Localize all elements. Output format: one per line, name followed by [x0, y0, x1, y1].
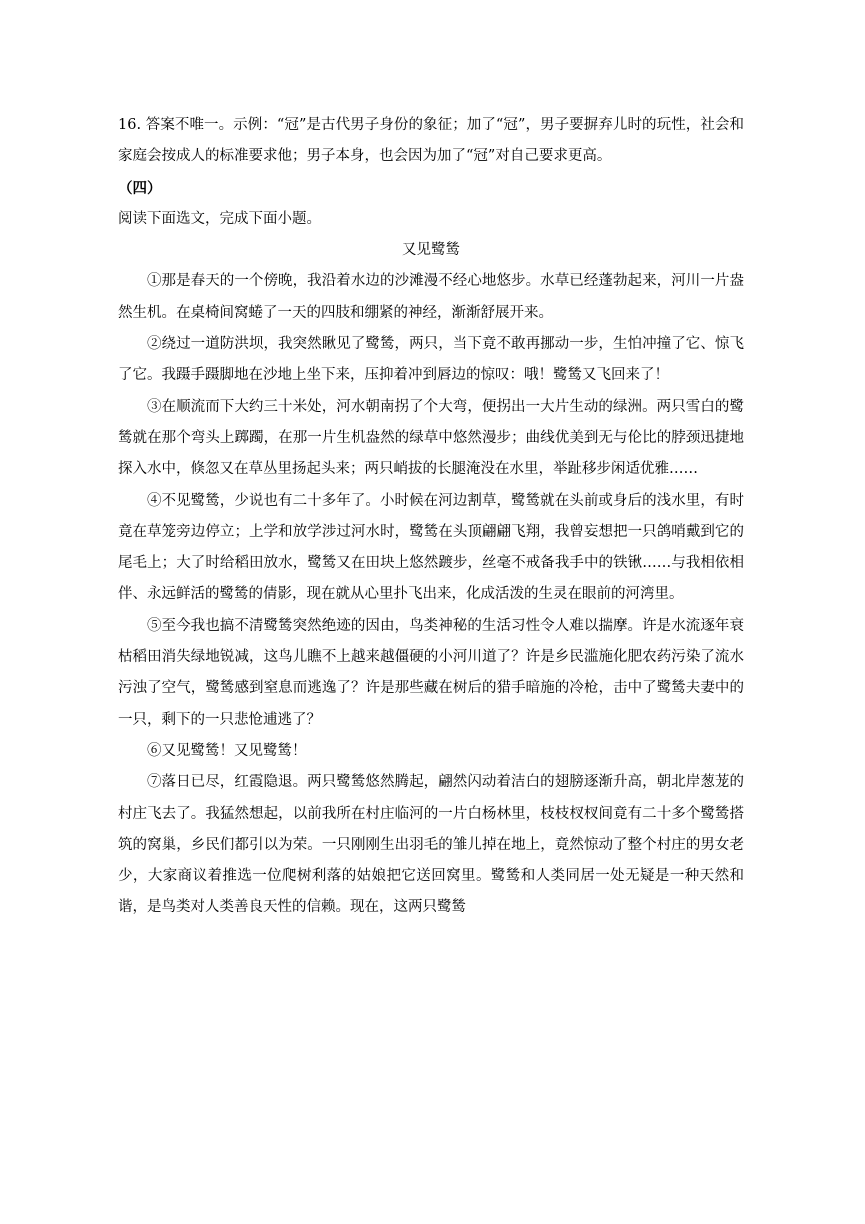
essay-paragraph-1: ①那是春天的一个傍晚，我沿着水边的沙滩漫不经心地悠步。水草已经蓬勃起来，河川一片盎然生机。在桌椅间窝蜷了一天的四肢和绷紧的神经，渐渐舒展开来。: [118, 273, 744, 321]
section-heading: （四）: [118, 179, 162, 197]
document-content: [118, 110, 744, 924]
essay-paragraph-6: ⑥又见鹭鸶！又见鹭鸶！: [147, 742, 307, 759]
essay-paragraph-3: ③在顺流而下大约三十米处，河水朝南拐了个大弯，便拐出一大片生动的绿洲。两只雪白的鹭鸶就在那个弯头上踯躅，在那一片生机盎然的绿草中悠然漫步；曲线优美到无与伦比的脖颈迅捷地探入水中，倏忽又在草丛里扬起头来；两只峭拔的长腿淹没在水里，举趾移步闲适优雅……: [118, 398, 744, 478]
essay-paragraph-7: ⑦落日已尽，红霞隐退。两只鹭鸶悠然腾起，翩然闪动着洁白的翅膀逐渐升高，朝北岸葱茏的村庄飞去了。我猛然想起，以前我所在村庄临河的一片白杨林里，枝枝杈杈间竟有二十多个鹭鸶搭筑的窝巢，乡民们都引以为荣。一只刚刚生出羽毛的雏儿掉在地上，竟然惊动了整个村庄的男女老少，大家商议着推选一位爬树利落的姑娘把它送回窝里。鹭鸶和人类同居一处无疑是一种天然和谐，是鸟类对人类善良天性的信赖。现在，这两只鹭鸶: [118, 774, 744, 916]
essay-paragraph-4: ④不见鹭鸶，少说也有二十多年了。小时候在河边割草，鹭鸶就在头前或身后的浅水里，有时竟在草笼旁边停立；上学和放学涉过河水时，鹭鸶在头顶翩翩飞翔，我曾妄想把一只鸽哨戴到它的尾毛上；大了时给稻田放水，鹭鸶又在田块上悠然踱步，丝毫不戒备我手中的铁锹……与我相依相伴、永远鲜活的鹭鸶的倩影，现在就从心里扑飞出来，化成活泼的生灵在眼前的河湾里。: [118, 492, 744, 603]
answer-16: 16. 答案不唯一。示例：“冠”是古代男子身份的象征；加了“冠”，男子要摒弃儿时的玩性，社会和家庭会按成人的标准要求他；男子本身，也会因为加了“冠”对自己要求更高。: [118, 117, 744, 165]
essay-paragraph-5: ⑤至今我也搞不清鹭鸶突然绝迹的因由，鸟类神秘的生活习性令人难以揣摩。许是水流逐年衰枯稻田消失绿地锐减，这鸟儿瞧不上越来越僵硬的小河川道了？许是乡民滥施化肥农药污染了流水污浊了空气，鹭鸶感到窒息而逃逸了？许是那些藏在树后的猎手暗施的冷枪，击中了鹭鸶夫妻中的一只，剩下的一只悲怆逋逃了？: [118, 617, 744, 728]
essay-title: 又见鹭鸶: [402, 242, 460, 259]
essay-paragraph-2: ②绕过一道防洪坝，我突然瞅见了鹭鸶，两只，当下竟不敢再挪动一步，生怕冲撞了它、惊飞了它。我蹑手蹑脚地在沙地上坐下来，压抑着冲到唇边的惊叹：哦！鹭鸶又飞回来了！: [118, 336, 744, 384]
reading-instruction: 阅读下面选文，完成下面小题。: [118, 210, 321, 227]
